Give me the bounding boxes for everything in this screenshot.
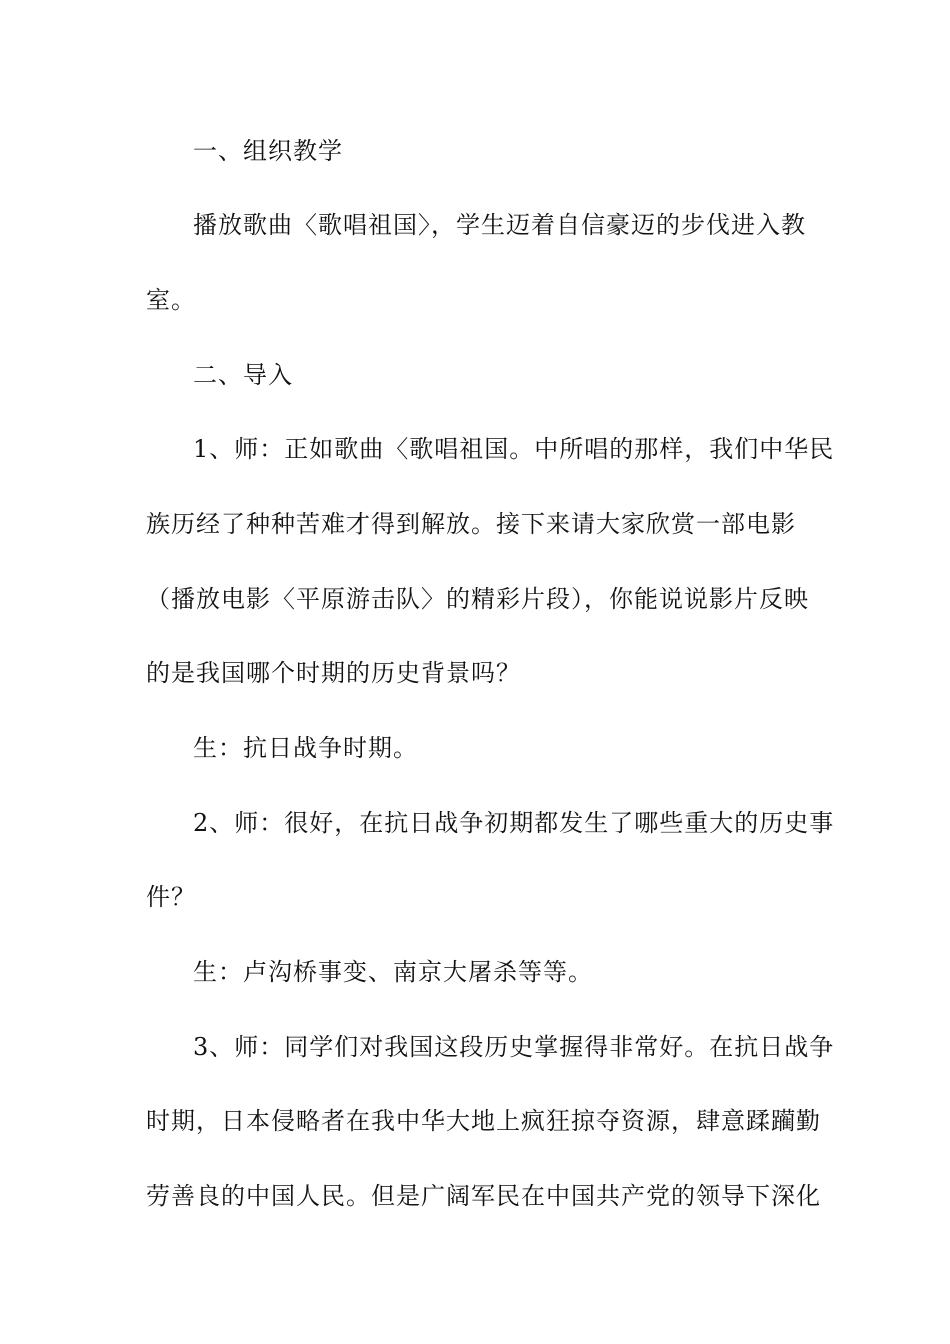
paragraph-line: 2、师：很好，在抗日战争初期都发生了哪些重大的历史事 xyxy=(193,809,835,837)
paragraph-line: 播放歌曲〈歌唱祖国〉，学生迈着自信豪迈的步伐进入教 xyxy=(193,211,806,239)
paragraph-line: 生：抗日战争时期。 xyxy=(193,734,418,762)
paragraph-line: 件？ xyxy=(146,883,196,911)
paragraph-line: （播放电影〈平原游击队〉的精彩片段），你能说说影片反映 xyxy=(146,585,809,613)
paragraph-line: 3、师：同学们对我国这段历史掌握得非常好。在抗日战争 xyxy=(193,1033,835,1061)
section-heading-intro: 二、导入 xyxy=(193,361,293,389)
paragraph-line: 的是我国哪个时期的历史背景吗？ xyxy=(146,659,521,687)
section-heading-organize: 一、组织教学 xyxy=(193,137,343,165)
paragraph-line: 1、师：正如歌曲〈歌唱祖国。中所唱的那样，我们中华民 xyxy=(193,435,835,463)
paragraph-line: 生：卢沟桥事变、南京大屠杀等等。 xyxy=(193,958,593,986)
paragraph-line: 时期，日本侵略者在我中华大地上疯狂掠夺资源，肆意蹂躏勤 xyxy=(146,1107,821,1135)
paragraph-line: 族历经了种种苦难才得到解放。接下来请大家欣赏一部电影 xyxy=(146,510,796,538)
paragraph-line: 劳善良的中国人民。但是广阔军民在中国共产党的领导下深化 xyxy=(146,1182,821,1210)
paragraph-line: 室。 xyxy=(146,286,196,314)
